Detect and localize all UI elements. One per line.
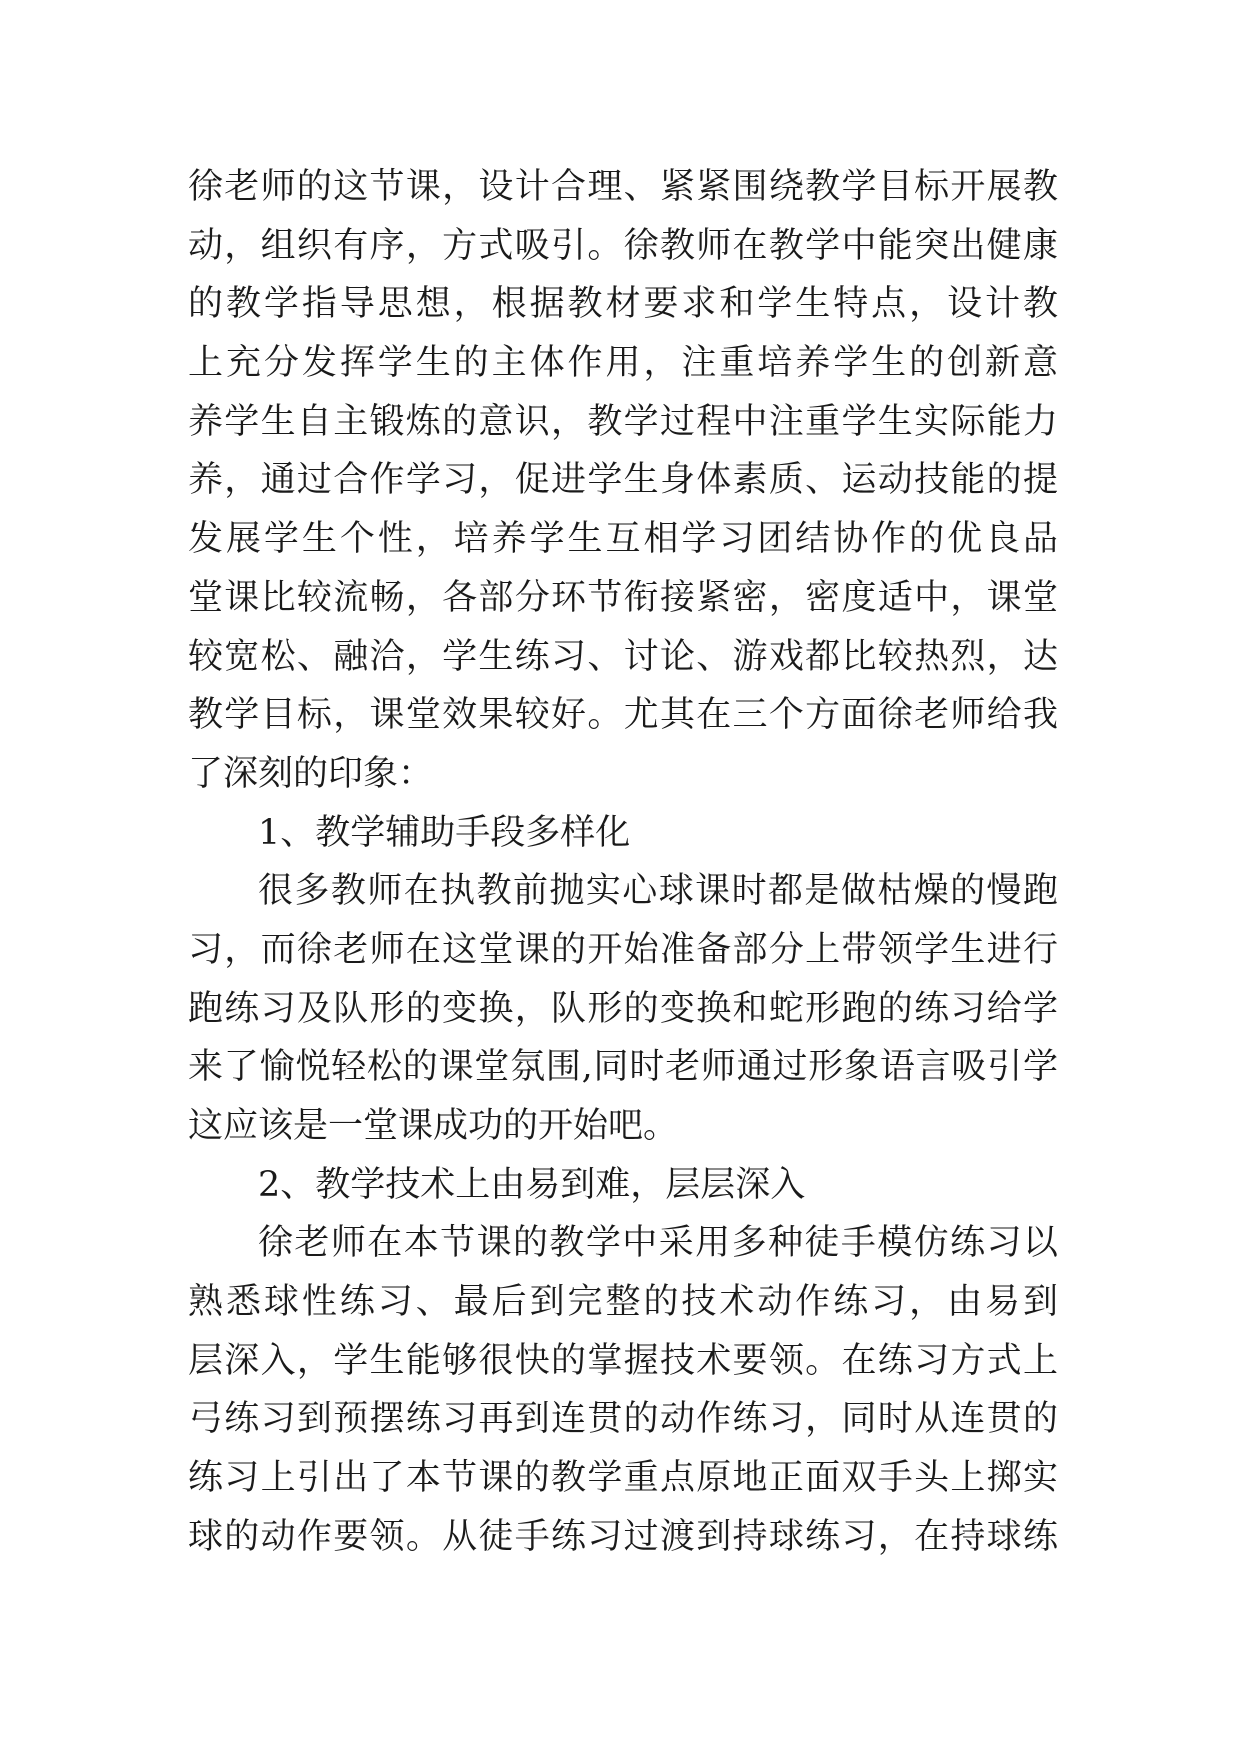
text-line: 较宽松、融洽，学生练习、讨论、游戏都比较热烈，达 [188,636,1058,677]
text-line: 教学目标，课堂效果较好。尤其在三个方面徐老师给我 [188,695,1058,736]
text-line: 来了愉悦轻松的课堂氛围,同时老师通过形象语言吸引学 [188,1047,1058,1088]
text-line: 层深入，学生能够很快的掌握技术要领。在练习方式上 [188,1340,1058,1381]
text-line: 熟悉球性练习、最后到完整的技术动作练习，由易到 [188,1282,1058,1323]
text-line: 了深刻的印象： [188,753,434,794]
text-line: 1、教学辅助手段多样化 [258,812,631,853]
text-line: 徐老师在本节课的教学中采用多种徒手模仿练习以 [258,1223,1058,1264]
text-line: 上充分发挥学生的主体作用，注重培养学生的创新意 [188,343,1058,384]
text-line: 动，组织有序，方式吸引。徐教师在教学中能突出健康 [188,225,1058,266]
body-text [188,158,1058,1567]
text-line: 养，通过合作学习，促进学生身体素质、运动技能的提 [188,460,1058,501]
text-line: 2、教学技术上由易到难，层层深入 [258,1164,806,1205]
text-line: 这应该是一堂课成功的开始吧。 [188,1106,679,1146]
text-line: 弓练习到预摆练习再到连贯的动作练习，同时从连贯的 [188,1399,1058,1440]
text-line: 球的动作要领。从徒手练习过渡到持球练习，在持球练 [188,1516,1058,1557]
text-line: 徐老师的这节课，设计合理、紧紧围绕教学目标开展教 [188,167,1058,207]
text-line: 练习上引出了本节课的教学重点原地正面双手头上掷实 [188,1458,1058,1499]
text-line: 发展学生个性，培养学生互相学习团结协作的优良品 [188,519,1058,560]
text-line: 堂课比较流畅，各部分环节衔接紧密，密度适中，课堂 [188,577,1058,618]
text-line: 的教学指导思想，根据教材要求和学生特点，设计教 [188,284,1058,325]
text-line: 养学生自主锻炼的意识，教学过程中注重学生实际能力 [188,401,1058,442]
text-line: 习，而徐老师在这堂课的开始准备部分上带领学生进行 [188,929,1058,970]
text-line: 跑练习及队形的变换，队形的变换和蛇形跑的练习给学 [188,988,1058,1029]
text-line: 很多教师在执教前抛实心球课时都是做枯燥的慢跑 [258,871,1058,912]
